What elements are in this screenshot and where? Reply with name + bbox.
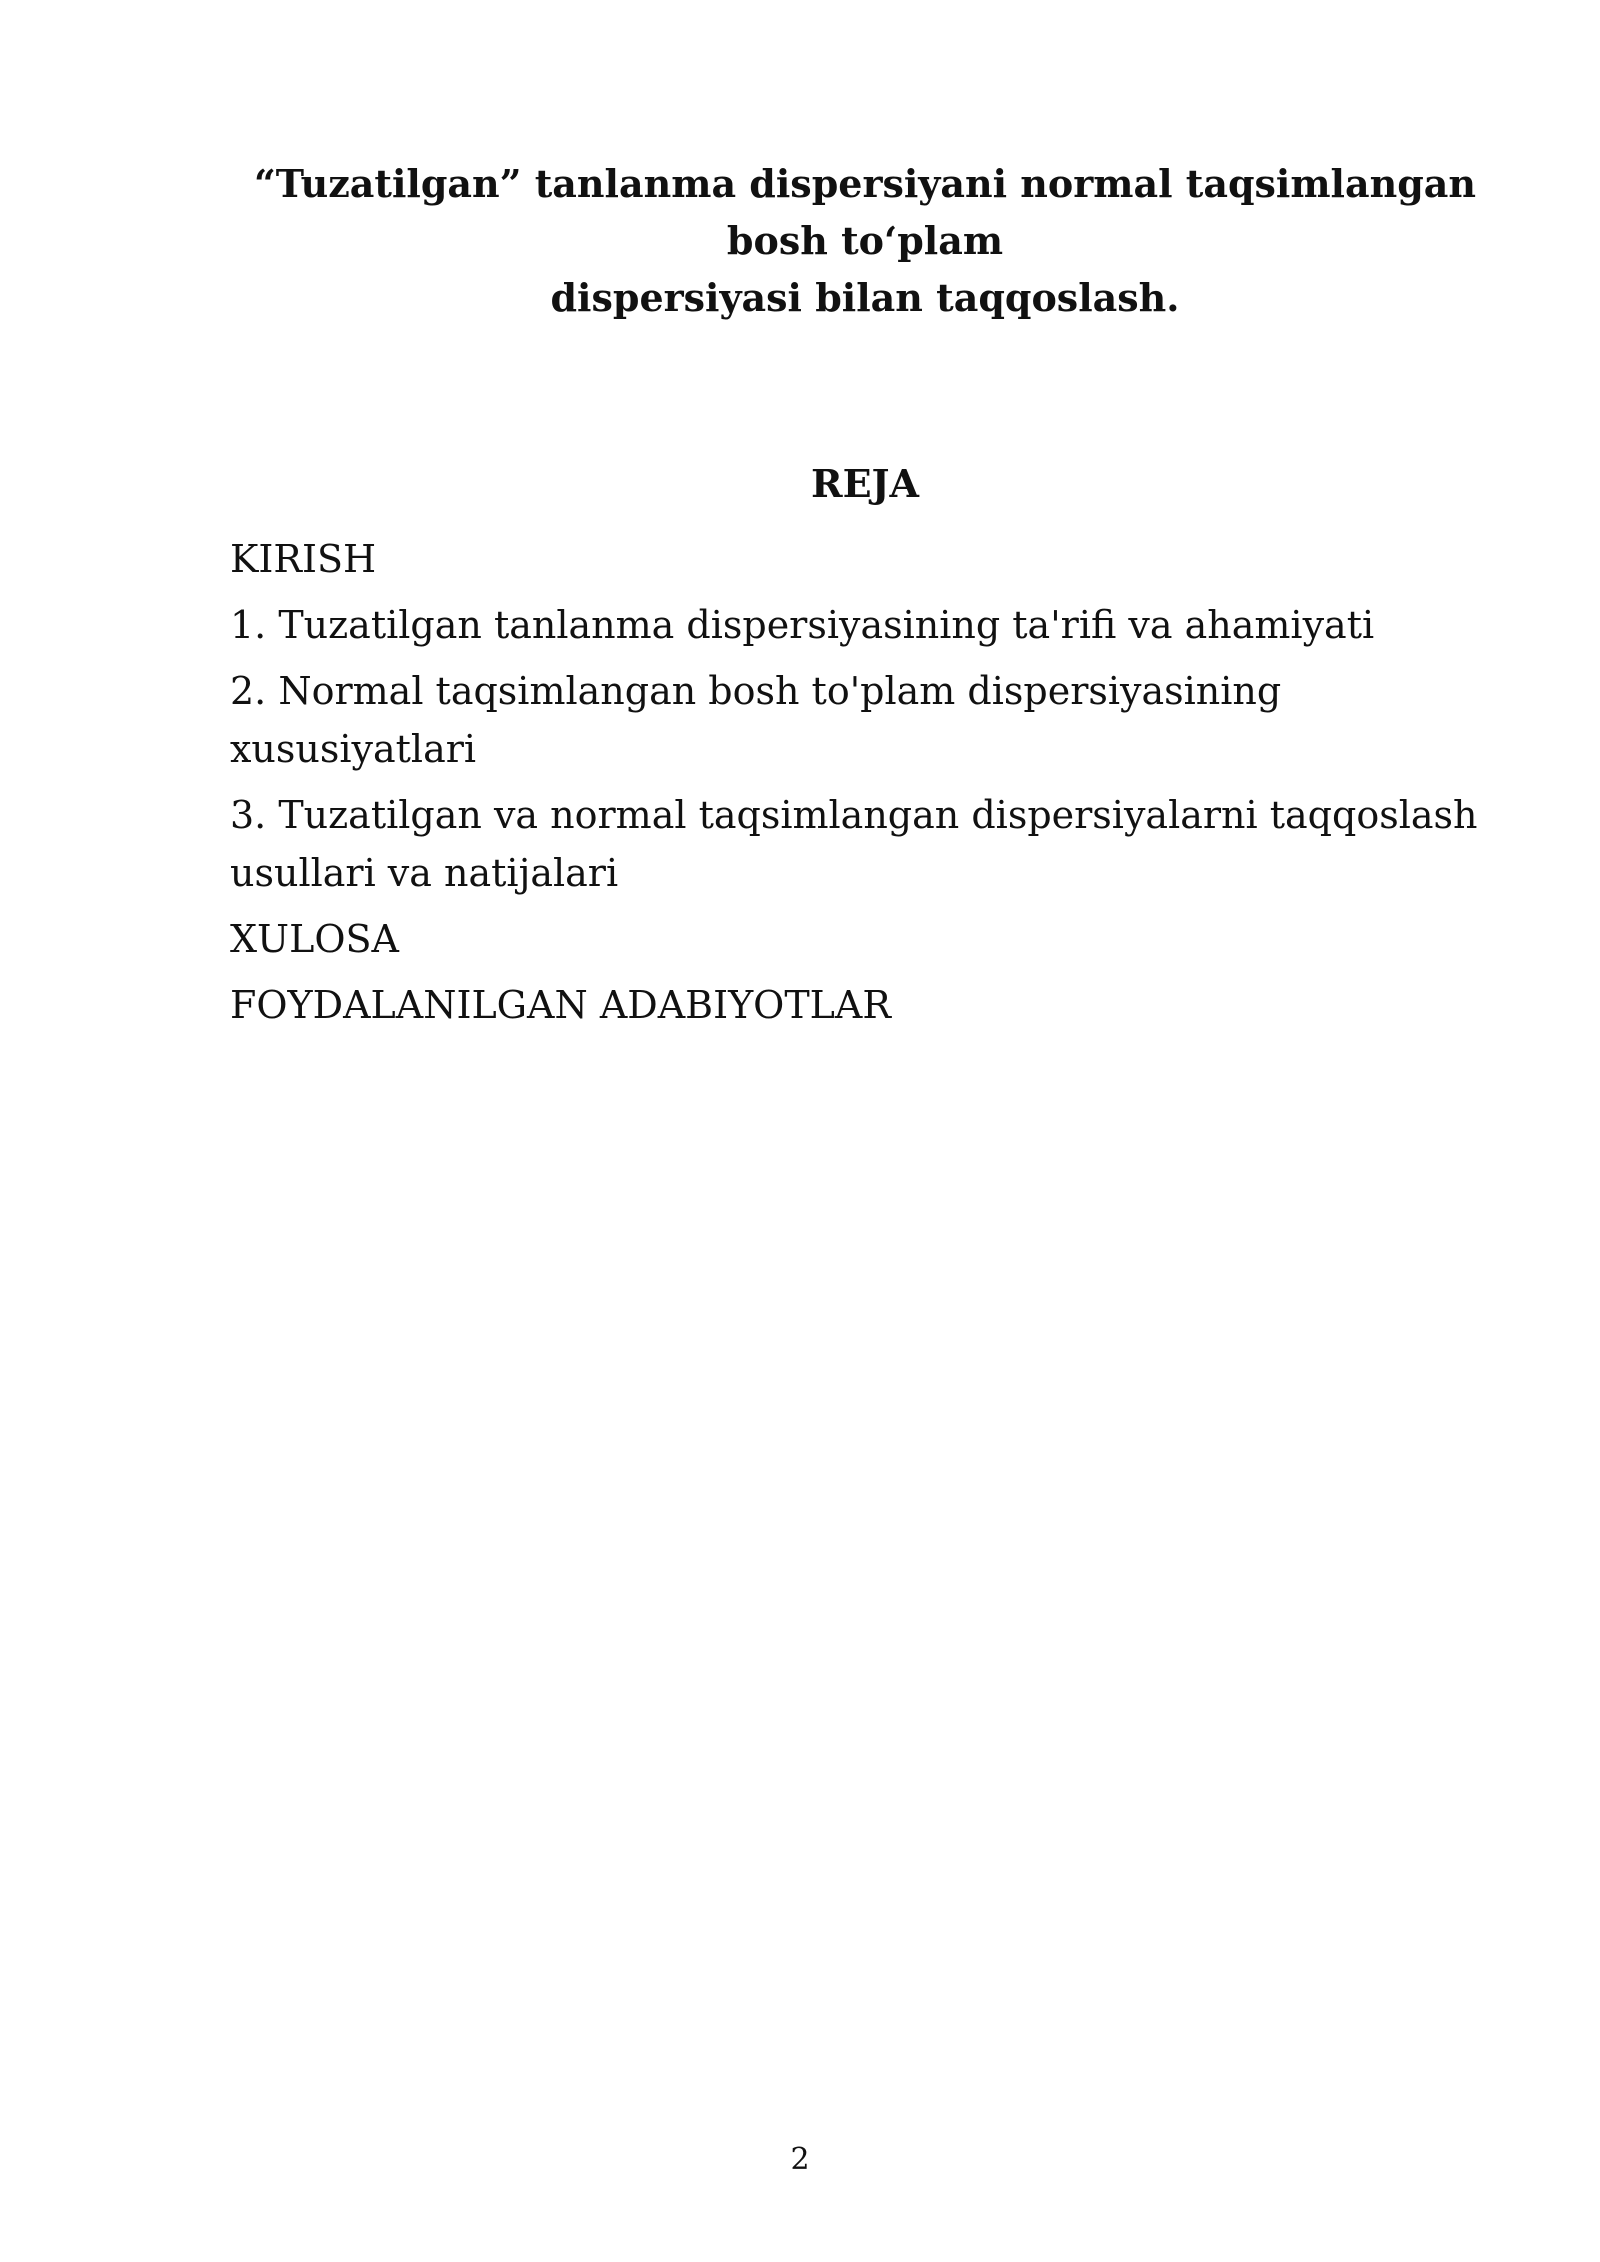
plan-item-3: 3. Tuzatilgan va normal taqsimlangan dispersiyalarni taqqoslash usullari va natijalari [230, 793, 1478, 895]
page-number: 2 [790, 2142, 810, 2177]
plan-item-references: FOYDALANILGAN ADABIYOTLAR [230, 983, 891, 1027]
title-line-2: bosh to‘plam [726, 218, 1004, 263]
plan-item-introduction: KIRISH [230, 537, 377, 581]
document-title [230, 155, 1500, 326]
plan-heading: REJA [810, 461, 919, 506]
plan-item-1: 1. Tuzatilgan tanlanma dispersiyasining ta'rifi va ahamiyati [230, 603, 1375, 647]
plan-item-conclusion: XULOSA [230, 917, 399, 961]
title-line-1: “Tuzatilgan” tanlanma dispersiyani normal taqsimlangan [253, 161, 1477, 206]
title-line-3: dispersiyasi bilan taqqoslash. [550, 275, 1180, 320]
plan-list [230, 530, 1500, 1042]
plan-item-2: 2. Normal taqsimlangan bosh to'plam dispersiyasining xususiyatlari [230, 669, 1282, 771]
